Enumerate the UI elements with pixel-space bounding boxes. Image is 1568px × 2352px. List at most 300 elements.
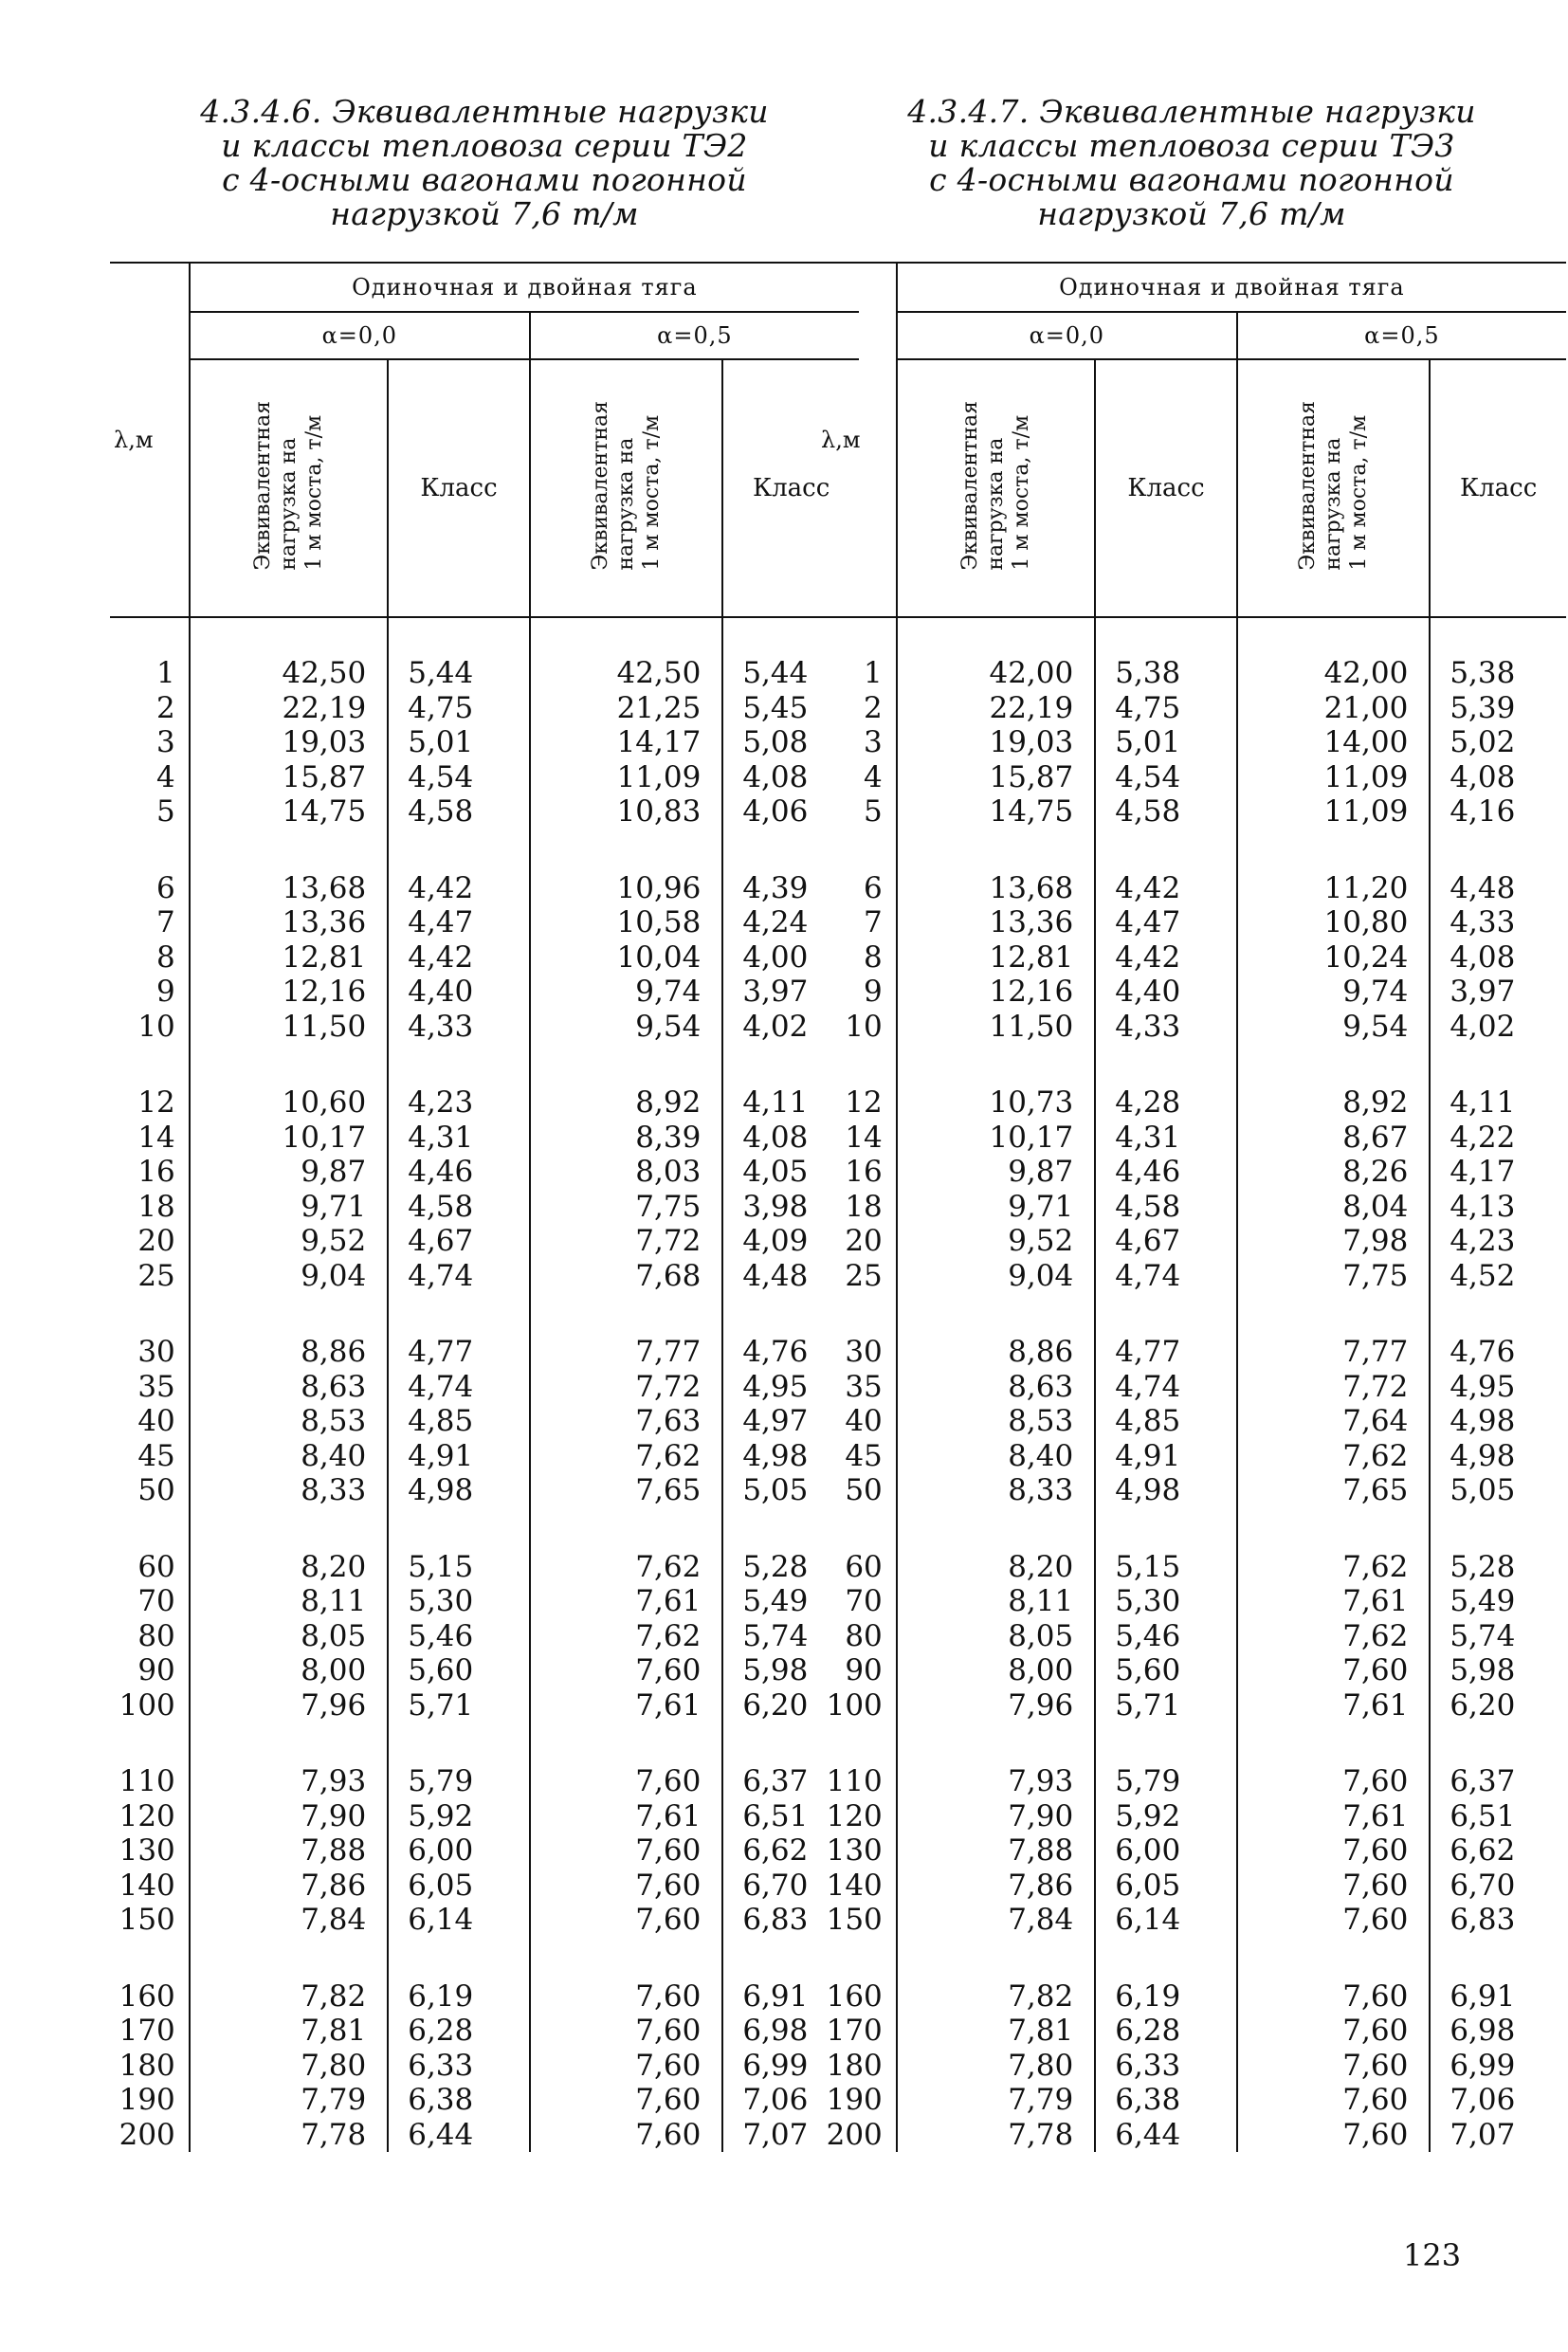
span-length-cell: 170 xyxy=(110,2014,190,2049)
class-cell: 4,11 xyxy=(1449,1085,1516,1120)
equiv-load-cell: 7,88 xyxy=(897,1833,1095,1869)
table-row xyxy=(110,1121,859,1156)
class-cell: 4,08 xyxy=(1449,759,1516,794)
class-cell: 4,98 xyxy=(1449,1438,1516,1473)
span-length-cell: 9 xyxy=(817,975,897,1010)
span-length-cell: 130 xyxy=(110,1833,190,1869)
equiv-load-cell: 9,04 xyxy=(190,1259,388,1294)
equiv-load-cell: 10,83 xyxy=(530,794,722,830)
spacer-cell xyxy=(1237,1044,1430,1085)
class-cell: 6,98 xyxy=(1449,2014,1516,2048)
equiv-load-cell: 8,05 xyxy=(897,1619,1095,1654)
span-length-cell: 200 xyxy=(817,2118,897,2153)
alpha-0-header: α=0,0 xyxy=(190,312,530,359)
equiv-load-cell: 11,09 xyxy=(530,760,722,795)
class-cell: 4,58 xyxy=(388,1190,530,1225)
spacer-cell xyxy=(1237,1938,1430,1979)
equiv-load-cell: 42,50 xyxy=(190,617,388,691)
table-row xyxy=(817,975,1566,1010)
caption-line: нагрузкой 7,6 т/м xyxy=(330,195,639,232)
equiv-load-header-line: Эквивалентная xyxy=(958,400,982,571)
table-row xyxy=(110,1979,859,2015)
equiv-load-cell: 9,54 xyxy=(1237,1010,1430,1045)
equiv-load-cell: 7,75 xyxy=(530,1190,722,1225)
equiv-load-cell: 7,86 xyxy=(190,1869,388,1904)
equiv-load-cell: 12,81 xyxy=(190,940,388,975)
span-length-cell: 60 xyxy=(110,1550,190,1585)
equiv-load-cell: 42,00 xyxy=(897,617,1095,691)
class-header: Класс xyxy=(1095,359,1237,617)
class-cell: 4,42 xyxy=(1095,940,1237,975)
class-cell: 4,33 xyxy=(388,1010,530,1045)
table-row xyxy=(817,691,1566,726)
span-length-cell: 12 xyxy=(817,1085,897,1121)
equiv-load-header-line: Эквивалентная xyxy=(251,400,275,571)
table-row xyxy=(817,1010,1566,1045)
group-spacer xyxy=(817,1508,1566,1550)
table-row xyxy=(817,871,1566,906)
table-row xyxy=(110,1833,859,1869)
class-cell: 5,01 xyxy=(1095,725,1237,760)
table-row xyxy=(110,1259,859,1294)
class-cell: 5,79 xyxy=(388,1764,530,1799)
class-cell: 4,74 xyxy=(388,1370,530,1405)
equiv-load-cell: 7,60 xyxy=(1237,1903,1430,1938)
spacer-cell xyxy=(530,1293,722,1335)
class-cell: 4,47 xyxy=(1095,905,1237,940)
table-row xyxy=(110,1224,859,1259)
equiv-load-cell: 13,68 xyxy=(897,871,1095,906)
class-cell: 6,44 xyxy=(1095,2118,1237,2153)
equiv-load-cell: 7,61 xyxy=(1237,1584,1430,1619)
span-length-cell: 10 xyxy=(817,1010,897,1045)
table-row xyxy=(110,2083,859,2118)
class-cell: 5,02 xyxy=(1449,725,1516,759)
span-length-cell: 180 xyxy=(110,2049,190,2084)
class-cell: 6,70 xyxy=(742,1868,809,1903)
table-row xyxy=(817,1155,1566,1190)
spacer-cell xyxy=(1430,1293,1566,1335)
equiv-load-header-line: 1 м моста, т/м xyxy=(302,414,326,571)
class-cell: 4,33 xyxy=(1095,1010,1237,1045)
class-cell: 6,83 xyxy=(1449,1903,1516,1937)
span-length-cell: 190 xyxy=(110,2083,190,2118)
equiv-load-cell: 7,65 xyxy=(1237,1473,1430,1508)
equiv-load-header xyxy=(897,359,1095,617)
table-row xyxy=(110,1584,859,1619)
spacer-cell xyxy=(388,1044,530,1085)
equiv-load-cell: 10,58 xyxy=(530,905,722,940)
spacer-cell xyxy=(190,830,388,871)
equiv-load-cell: 8,39 xyxy=(530,1121,722,1156)
table-row xyxy=(817,1370,1566,1405)
span-length-cell: 14 xyxy=(110,1121,190,1156)
class-cell: 5,28 xyxy=(1449,1549,1516,1584)
span-length-cell: 90 xyxy=(817,1653,897,1688)
equiv-load-cell: 7,82 xyxy=(897,1979,1095,2015)
equiv-load-cell: 7,93 xyxy=(190,1764,388,1799)
equiv-load-cell: 8,20 xyxy=(897,1550,1095,1585)
class-cell: 4,74 xyxy=(1095,1370,1237,1405)
group-spacer xyxy=(110,1508,859,1550)
class-cell: 7,07 xyxy=(742,2117,809,2152)
equiv-load-cell: 7,62 xyxy=(530,1550,722,1585)
group-spacer xyxy=(110,1938,859,1979)
spacer-cell xyxy=(190,1044,388,1085)
spacer-cell xyxy=(1430,1938,1566,1979)
span-length-cell: 60 xyxy=(817,1550,897,1585)
equiv-load-cell: 22,19 xyxy=(897,691,1095,726)
span-length-cell: 14 xyxy=(817,1121,897,1156)
class-cell: 3,98 xyxy=(742,1189,809,1224)
equiv-load-header-line: нагрузка на xyxy=(1322,437,1346,571)
equiv-load-cell: 8,40 xyxy=(897,1439,1095,1474)
class-cell: 6,70 xyxy=(1449,1868,1516,1903)
equiv-load-cell: 7,60 xyxy=(1237,1869,1430,1904)
spacer-cell xyxy=(817,1044,897,1085)
spacer-cell xyxy=(1430,1044,1566,1085)
equiv-load-cell: 7,77 xyxy=(530,1335,722,1370)
table-row xyxy=(110,1190,859,1225)
class-cell: 6,19 xyxy=(1095,1979,1237,2015)
table-row xyxy=(110,1764,859,1799)
span-length-cell: 25 xyxy=(110,1259,190,1294)
equiv-load-cell: 8,04 xyxy=(1237,1190,1430,1225)
class-cell: 4,75 xyxy=(388,691,530,726)
class-cell: 4,75 xyxy=(1095,691,1237,726)
equiv-load-cell: 21,25 xyxy=(530,691,722,726)
class-cell: 6,14 xyxy=(388,1903,530,1938)
class-cell: 6,38 xyxy=(1095,2083,1237,2118)
class-cell: 4,97 xyxy=(742,1404,809,1438)
equiv-load-cell: 42,50 xyxy=(530,617,722,691)
equiv-load-cell: 7,86 xyxy=(897,1869,1095,1904)
equiv-load-cell: 7,61 xyxy=(1237,1688,1430,1723)
equiv-load-cell: 7,80 xyxy=(897,2049,1095,2084)
span-length-cell: 190 xyxy=(817,2083,897,2118)
class-cell: 4,67 xyxy=(1095,1224,1237,1259)
class-cell: 4,77 xyxy=(388,1335,530,1370)
table-row xyxy=(817,1584,1566,1619)
class-cell: 5,46 xyxy=(388,1619,530,1654)
spacer-cell xyxy=(110,1723,190,1764)
equiv-load-cell: 15,87 xyxy=(190,760,388,795)
class-cell: 4,67 xyxy=(388,1224,530,1259)
equiv-load-cell: 9,54 xyxy=(530,1010,722,1045)
class-cell: 4,58 xyxy=(1095,794,1237,830)
class-cell: 6,28 xyxy=(388,2014,530,2049)
table-row xyxy=(110,617,859,691)
equiv-load-cell: 8,05 xyxy=(190,1619,388,1654)
equiv-load-cell: 9,74 xyxy=(530,975,722,1010)
table-row xyxy=(817,1404,1566,1439)
table-caption xyxy=(817,95,1566,245)
table-row xyxy=(110,1688,859,1723)
caption-line: с 4-осными вагонами погонной xyxy=(929,161,1454,198)
class-cell: 4,95 xyxy=(1449,1369,1516,1404)
table-row xyxy=(817,1688,1566,1723)
equiv-load-cell: 12,16 xyxy=(897,975,1095,1010)
class-cell: 5,71 xyxy=(1095,1688,1237,1723)
equiv-load-cell: 7,64 xyxy=(1237,1404,1430,1439)
equiv-load-cell: 8,33 xyxy=(190,1473,388,1508)
class-cell: 6,33 xyxy=(1095,2049,1237,2084)
spacer-cell xyxy=(817,1723,897,1764)
span-length-cell: 160 xyxy=(110,1979,190,2015)
class-cell: 4,74 xyxy=(388,1259,530,1294)
span-length-cell: 70 xyxy=(817,1584,897,1619)
table-row xyxy=(817,1121,1566,1156)
span-length-cell: 7 xyxy=(110,905,190,940)
equiv-load-cell: 11,50 xyxy=(897,1010,1095,1045)
traction-header: Одиночная и двойная тяга xyxy=(897,263,1566,312)
spacer-cell xyxy=(388,1293,530,1335)
class-cell: 6,19 xyxy=(388,1979,530,2015)
class-cell: 6,37 xyxy=(742,1764,809,1798)
equiv-load-header-line: нагрузка на xyxy=(614,437,639,571)
spacer-cell xyxy=(1237,1508,1430,1550)
equiv-load-cell: 8,20 xyxy=(190,1550,388,1585)
class-cell: 4,40 xyxy=(1095,975,1237,1010)
equiv-load-cell: 8,03 xyxy=(530,1155,722,1190)
caption-line: и классы тепловоза серии ТЭ2 xyxy=(221,127,748,164)
load-table xyxy=(817,262,1566,2152)
class-cell: 6,98 xyxy=(742,2014,809,2048)
equiv-load-cell: 21,00 xyxy=(1237,691,1430,726)
class-cell: 4,46 xyxy=(388,1155,530,1190)
class-cell: 6,99 xyxy=(1449,2048,1516,2083)
class-cell: 6,44 xyxy=(388,2118,530,2153)
equiv-load-cell: 7,60 xyxy=(1237,1979,1430,2015)
table-row xyxy=(110,1335,859,1370)
spacer-cell xyxy=(1095,1044,1237,1085)
span-length-cell: 120 xyxy=(817,1799,897,1834)
span-length-cell: 1 xyxy=(110,617,190,691)
class-cell: 6,00 xyxy=(388,1833,530,1869)
equiv-load-cell: 22,19 xyxy=(190,691,388,726)
table-row xyxy=(110,2014,859,2049)
table-body xyxy=(110,617,859,2152)
class-cell: 5,74 xyxy=(742,1618,809,1653)
spacer-cell xyxy=(110,1293,190,1335)
class-header: Класс xyxy=(1430,359,1566,617)
equiv-load-cell: 8,11 xyxy=(897,1584,1095,1619)
group-spacer xyxy=(110,1044,859,1085)
equiv-load-cell: 10,24 xyxy=(1237,940,1430,975)
table-row xyxy=(817,940,1566,975)
class-cell: 6,20 xyxy=(742,1687,809,1723)
equiv-load-cell: 7,60 xyxy=(1237,2118,1430,2153)
equiv-load-cell: 7,60 xyxy=(1237,2083,1430,2118)
equiv-load-cell: 7,96 xyxy=(897,1688,1095,1723)
spacer-cell xyxy=(817,1938,897,1979)
equiv-load-cell: 9,74 xyxy=(1237,975,1430,1010)
table-row xyxy=(110,691,859,726)
class-cell: 5,45 xyxy=(742,690,809,725)
span-length-cell: 150 xyxy=(817,1903,897,1938)
equiv-load-cell: 13,36 xyxy=(190,905,388,940)
equiv-load-cell: 7,77 xyxy=(1237,1335,1430,1370)
span-length-cell: 200 xyxy=(110,2118,190,2153)
class-cell: 4,91 xyxy=(1095,1439,1237,1474)
table-row xyxy=(817,1439,1566,1474)
equiv-load-cell: 7,79 xyxy=(190,2083,388,2118)
class-cell: 4,46 xyxy=(1095,1155,1237,1190)
class-cell: 4,31 xyxy=(388,1121,530,1156)
lambda-header: λ,м xyxy=(110,263,190,617)
span-length-cell: 8 xyxy=(817,940,897,975)
class-cell: 4,48 xyxy=(742,1258,809,1293)
table-row xyxy=(817,1653,1566,1688)
spacer-cell xyxy=(110,830,190,871)
table-row xyxy=(817,2118,1566,2153)
equiv-load-cell: 7,72 xyxy=(1237,1370,1430,1405)
span-length-cell: 35 xyxy=(817,1370,897,1405)
table-row xyxy=(817,1764,1566,1799)
span-length-cell: 40 xyxy=(817,1404,897,1439)
class-cell: 6,20 xyxy=(1449,1687,1516,1723)
span-length-cell: 110 xyxy=(817,1764,897,1799)
group-spacer xyxy=(110,830,859,871)
equiv-load-cell: 7,80 xyxy=(190,2049,388,2084)
table-row xyxy=(817,1473,1566,1508)
span-length-cell: 160 xyxy=(817,1979,897,2015)
equiv-load-cell: 13,36 xyxy=(897,905,1095,940)
class-cell: 7,06 xyxy=(742,2083,809,2117)
equiv-load-cell: 7,90 xyxy=(190,1799,388,1834)
span-length-cell: 6 xyxy=(817,871,897,906)
equiv-load-cell: 7,61 xyxy=(530,1584,722,1619)
class-cell: 4,13 xyxy=(1449,1189,1516,1224)
equiv-load-cell: 9,87 xyxy=(897,1155,1095,1190)
equiv-load-cell: 8,63 xyxy=(897,1370,1095,1405)
equiv-load-cell: 10,96 xyxy=(530,871,722,906)
equiv-load-cell: 7,65 xyxy=(530,1473,722,1508)
table-row xyxy=(110,1799,859,1834)
lambda-header: λ,м xyxy=(817,263,897,617)
class-cell: 4,58 xyxy=(388,794,530,830)
class-cell: 5,60 xyxy=(1095,1653,1237,1688)
class-cell: 6,14 xyxy=(1095,1903,1237,1938)
class-cell: 4,42 xyxy=(388,940,530,975)
spacer-cell xyxy=(1095,1293,1237,1335)
equiv-load-cell: 13,68 xyxy=(190,871,388,906)
class-header: Класс xyxy=(722,359,859,617)
span-length-cell: 6 xyxy=(110,871,190,906)
class-cell: 4,47 xyxy=(388,905,530,940)
equiv-load-cell: 7,63 xyxy=(530,1404,722,1439)
span-length-cell: 70 xyxy=(110,1584,190,1619)
spacer-cell xyxy=(897,1508,1095,1550)
equiv-load-header-line: нагрузка на xyxy=(277,437,301,571)
class-cell: 6,33 xyxy=(388,2049,530,2084)
class-cell: 6,99 xyxy=(742,2048,809,2083)
class-cell: 6,91 xyxy=(1449,1978,1516,2014)
equiv-load-cell: 7,60 xyxy=(530,2014,722,2049)
caption-line: 4.3.4.6. Эквивалентные нагрузки xyxy=(200,93,769,130)
class-cell: 5,15 xyxy=(1095,1550,1237,1585)
spacer-cell xyxy=(530,1938,722,1979)
group-spacer xyxy=(817,1293,1566,1335)
class-cell: 3,97 xyxy=(1449,975,1516,1009)
class-cell: 5,38 xyxy=(1095,617,1237,691)
table-row xyxy=(817,617,1566,691)
equiv-load-cell: 14,75 xyxy=(897,794,1095,830)
equiv-load-cell: 19,03 xyxy=(897,725,1095,760)
spacer-cell xyxy=(1237,830,1430,871)
spacer-cell xyxy=(388,1723,530,1764)
class-cell: 5,30 xyxy=(1095,1584,1237,1619)
span-length-cell: 80 xyxy=(110,1619,190,1654)
class-cell: 4,24 xyxy=(742,905,809,939)
span-length-cell: 4 xyxy=(817,760,897,795)
class-cell: 4,00 xyxy=(742,939,809,975)
class-cell: 4,33 xyxy=(1449,905,1516,939)
span-length-cell: 16 xyxy=(110,1155,190,1190)
table-row xyxy=(110,1903,859,1938)
class-cell: 4,52 xyxy=(1449,1258,1516,1293)
equiv-load-cell: 7,60 xyxy=(530,1653,722,1688)
equiv-load-cell: 12,81 xyxy=(897,940,1095,975)
class-cell: 4,42 xyxy=(388,871,530,906)
equiv-load-cell: 7,62 xyxy=(1237,1619,1430,1654)
class-cell: 4,22 xyxy=(1449,1120,1516,1155)
equiv-load-cell: 7,72 xyxy=(530,1370,722,1405)
class-cell: 4,77 xyxy=(1095,1335,1237,1370)
alpha-0-header: α=0,0 xyxy=(897,312,1237,359)
spacer-cell xyxy=(530,1044,722,1085)
spacer-cell xyxy=(110,1938,190,1979)
span-length-cell: 10 xyxy=(110,1010,190,1045)
class-cell: 6,51 xyxy=(1449,1798,1516,1833)
span-length-cell: 2 xyxy=(817,691,897,726)
spacer-cell xyxy=(190,1293,388,1335)
spacer-cell xyxy=(1095,830,1237,871)
span-length-cell: 3 xyxy=(817,725,897,760)
span-length-cell: 110 xyxy=(110,1764,190,1799)
equiv-load-cell: 10,73 xyxy=(897,1085,1095,1121)
span-length-cell: 150 xyxy=(110,1903,190,1938)
equiv-load-cell: 8,00 xyxy=(190,1653,388,1688)
span-length-cell: 16 xyxy=(817,1155,897,1190)
equiv-load-cell: 7,72 xyxy=(530,1224,722,1259)
class-cell: 6,51 xyxy=(742,1798,809,1833)
span-length-cell: 170 xyxy=(817,2014,897,2049)
spacer-cell xyxy=(897,1044,1095,1085)
class-cell: 4,58 xyxy=(1095,1190,1237,1225)
span-length-cell: 120 xyxy=(110,1799,190,1834)
class-cell: 5,60 xyxy=(388,1653,530,1688)
group-spacer xyxy=(817,1044,1566,1085)
class-cell: 4,98 xyxy=(1449,1404,1516,1438)
equiv-load-header-line: Эквивалентная xyxy=(589,400,613,571)
class-cell: 5,46 xyxy=(1095,1619,1237,1654)
equiv-load-cell: 7,60 xyxy=(1237,2049,1430,2084)
class-cell: 3,97 xyxy=(742,975,809,1009)
equiv-load-cell: 7,78 xyxy=(190,2118,388,2153)
class-cell: 4,08 xyxy=(742,759,809,794)
equiv-load-header-line: Эквивалентная xyxy=(1296,400,1321,571)
span-length-cell: 18 xyxy=(110,1190,190,1225)
class-cell: 6,62 xyxy=(1449,1833,1516,1868)
spacer-cell xyxy=(530,830,722,871)
table-row xyxy=(817,725,1566,760)
equiv-load-cell: 8,92 xyxy=(530,1085,722,1121)
equiv-load-cell: 14,75 xyxy=(190,794,388,830)
equiv-load-cell: 7,93 xyxy=(897,1764,1095,1799)
class-cell: 5,71 xyxy=(388,1688,530,1723)
equiv-load-cell: 7,61 xyxy=(1237,1799,1430,1834)
